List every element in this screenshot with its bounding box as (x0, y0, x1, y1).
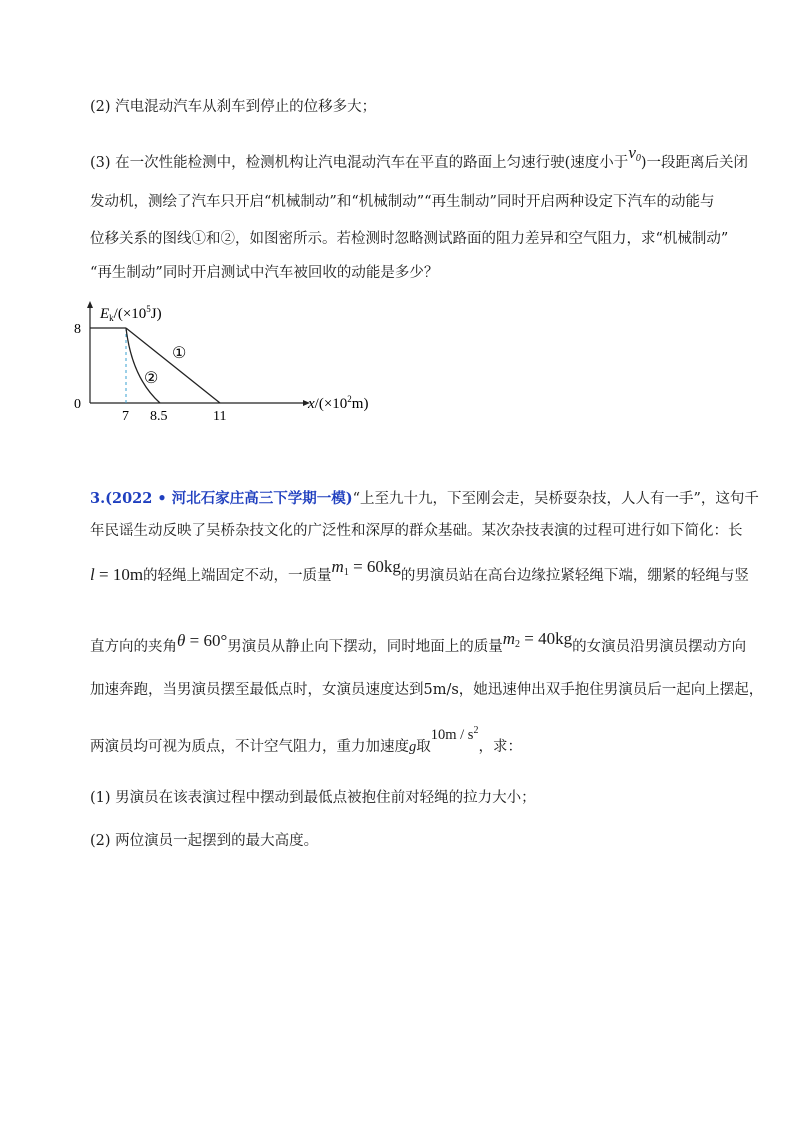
q3-line5: 加速奔跑，当男演员摆至最低点时，女演员速度达到5m/s，她迅速伸出双手抱住男演员后一起向上摆起， (90, 682, 764, 698)
q3-line6-text2: 取 (416, 739, 431, 755)
theta-symbol: θ = 60° (177, 631, 228, 650)
q3-line6-text3: ，求： (478, 739, 522, 755)
q3-header: 3.(2022 • 河北石家庄高三下学期一模) (90, 490, 353, 507)
x-tick-8-5: 8.5 (150, 409, 168, 424)
y-axis-label: $E_k/(\times 10^5J)$ (100, 304, 162, 323)
length-symbol: l (90, 565, 95, 584)
q3-line6 (90, 725, 522, 757)
q3-line4-text1: 直方向的夹角 (90, 639, 177, 655)
x-tick-7: 7 (122, 409, 129, 424)
g-value: $10m / s^2$ (430, 725, 479, 743)
q3-line3-text2: 的男演员站在高台边缘拉紧轻绳下端，绷紧的轻绳与竖 (400, 568, 749, 584)
mass1-symbol: $m_1 = 60kg$ (331, 557, 401, 578)
q2-part3-text-a: (3) 在一次性能检测中，检测机构让汽电混动汽车在平直的路面上匀速行驶(速度小于 (90, 155, 629, 171)
q3-part2: (2) 两位演员一起摆到的最大高度。 (90, 833, 319, 849)
q2-part3-line1 (90, 143, 749, 178)
q2-part3-text-b: )一段距离后关闭 (640, 155, 749, 171)
v0-symbol: $v_0$ (628, 143, 641, 164)
q2-part2: (2) 汽电混动汽车从刹车到停止的位移多大； (90, 99, 377, 115)
q3-line1 (90, 489, 759, 509)
mass2-symbol: $m_2 = 40kg$ (502, 629, 573, 650)
q2-part3-line3: 位移关系的图线①和②，如图密所示。若检测时忽略测试路面的阻力差异和空气阻力，求“机械制动” (90, 231, 729, 247)
q2-part3-line4: “再生制动”同时开启测试中汽车被回收的动能是多少？ (90, 265, 439, 281)
q3-line1-text: “上至九十九，下至刚会走，吴桥耍杂技，人人有一手”，这句千 (352, 491, 759, 507)
y-tick-8: 8 (74, 322, 81, 337)
series-1-line (126, 328, 220, 403)
series-2-curve (126, 328, 160, 403)
x-axis-label: $x/(\times 10^2m)$ (308, 394, 369, 412)
q3-line2: 年民谣生动反映了吴桥杂技文化的广泛性和深厚的群众基础。某次杂技表演的过程可进行如下简化：长 (90, 523, 743, 539)
q3-line3 (90, 557, 749, 591)
q3-line4 (90, 629, 747, 662)
q3-line4-text2: 男演员从静止向下摆动，同时地面上的质量 (227, 639, 503, 655)
q3-line6-text1: 两演员均可视为质点，不计空气阻力，重力加速度 (90, 739, 409, 755)
q3-line4-text3: 的女演员沿男演员摆动方向 (572, 639, 747, 655)
y-axis-arrow (87, 301, 93, 308)
y-tick-0: 0 (74, 397, 81, 412)
q3-part1: (1) 男演员在该表演过程中摆动到最低点被抱住前对轻绳的拉力大小； (90, 790, 536, 806)
q3-line3-text1: 的轻绳上端固定不动，一质量 (143, 568, 332, 584)
series-1-label: ① (172, 345, 187, 362)
g-symbol: g (409, 739, 417, 755)
series-2-label: ② (144, 370, 159, 387)
length-value: = 10m (94, 565, 144, 584)
x-tick-11: 11 (213, 409, 227, 424)
energy-displacement-chart (70, 298, 369, 428)
q2-part3-line2: 发动机，测绘了汽车只开启“机械制动”和“机械制动”“再生制动”同时开启两种设定下汽车的动能与 (90, 194, 715, 210)
